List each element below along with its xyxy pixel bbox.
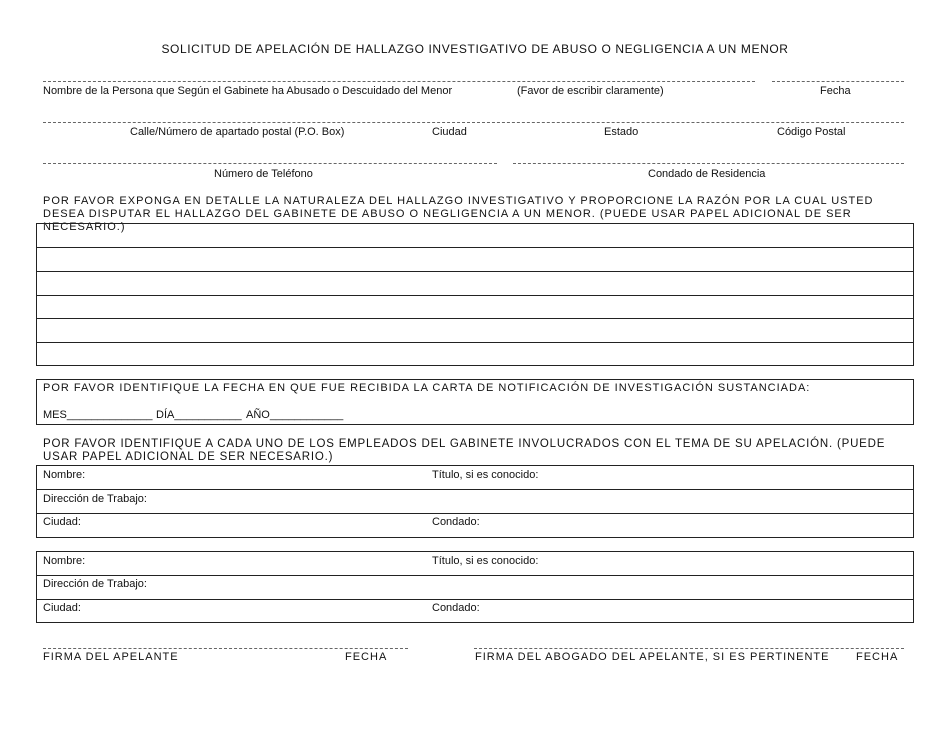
detail-instructions: POR FAVOR EXPONGA EN DETALLE LA NATURALEZA DEL HALLAZGO INVESTIGATIVO Y PROPORCIONE LA RAZÓN POR LA CUAL USTED DESEA DISPUTAR EL HALLAZGO DEL GABINETE DE ABUSO O NEGLIGENCIA A UN MENOR. (PUEDE USAR PAPEL ADICIONAL DE SER NECESARIO.) — [43, 195, 874, 233]
label-attorney-signature: FIRMA DEL ABOGADO DEL APELANTE, SI ES PERTINENTE — [475, 651, 830, 663]
detail-lines-box[interactable] — [36, 223, 914, 366]
phone-line[interactable] — [43, 163, 497, 164]
name-line[interactable] — [43, 81, 755, 82]
detail-line — [37, 247, 913, 248]
address-line[interactable] — [43, 122, 904, 123]
employee-county-label[interactable]: Condado: — [432, 602, 480, 614]
label-county-residence: Condado de Residencia — [648, 168, 766, 180]
employee-row-divider — [37, 599, 913, 600]
employee-row-divider — [37, 513, 913, 514]
attorney-signature-line[interactable] — [474, 648, 904, 649]
employee-title-label[interactable]: Título, si es conocido: — [432, 555, 539, 567]
date-line[interactable] — [772, 81, 904, 82]
label-write-clearly: (Favor de escribir claramente) — [517, 85, 664, 97]
appellant-signature-line[interactable] — [43, 648, 408, 649]
label-date-2: FECHA — [856, 651, 899, 663]
employee-title-label[interactable]: Título, si es conocido: — [432, 469, 539, 481]
detail-line — [37, 342, 913, 343]
employee-box-1 — [36, 465, 914, 538]
label-city: Ciudad — [432, 126, 467, 138]
label-zip: Código Postal — [777, 126, 846, 138]
employee-row-divider — [37, 575, 913, 576]
date-received-instructions: POR FAVOR IDENTIFIQUE LA FECHA EN QUE FUE RECIBIDA LA CARTA DE NOTIFICACIÓN DE INVESTIGACIÓN SUSTANCIADA: — [43, 382, 811, 394]
label-date-1: FECHA — [345, 651, 388, 663]
detail-line — [37, 295, 913, 296]
county-line[interactable] — [513, 163, 904, 164]
form-title: SOLICITUD DE APELACIÓN DE HALLAZGO INVESTIGATIVO DE ABUSO O NEGLIGENCIA A UN MENOR — [161, 42, 789, 56]
label-street: Calle/Número de apartado postal (P.O. Box) — [130, 126, 345, 138]
label-appellant-signature: FIRMA DEL APELANTE — [43, 651, 179, 663]
employee-box-2 — [36, 551, 914, 623]
date-received-box — [36, 379, 914, 425]
label-state: Estado — [604, 126, 639, 138]
employee-work-address-label[interactable]: Dirección de Trabajo: — [43, 493, 147, 505]
label-phone: Número de Teléfono — [214, 168, 313, 180]
year-field[interactable]: AÑO____________ — [246, 409, 344, 421]
employee-work-address-label[interactable]: Dirección de Trabajo: — [43, 578, 147, 590]
detail-line — [37, 318, 913, 319]
month-field[interactable]: MES______________ — [43, 409, 153, 421]
employee-name-label[interactable]: Nombre: — [43, 555, 86, 567]
day-field[interactable]: DÍA___________ — [156, 409, 242, 421]
label-person-name: Nombre de la Persona que Según el Gabinete ha Abusado o Descuidado del Menor — [43, 85, 453, 97]
employee-name-label[interactable]: Nombre: — [43, 469, 86, 481]
detail-line — [37, 271, 913, 272]
employee-city-label[interactable]: Ciudad: — [43, 516, 81, 528]
employees-instructions: POR FAVOR IDENTIFIQUE A CADA UNO DE LOS EMPLEADOS DEL GABINETE INVOLUCRADOS CON EL TEMA DE SU APELACIÓN. (PUEDE USAR PAPEL ADICIONAL DE SER NECESARIO.) — [43, 438, 886, 463]
employee-city-label[interactable]: Ciudad: — [43, 602, 81, 614]
label-date: Fecha — [820, 85, 851, 97]
employee-row-divider — [37, 489, 913, 490]
employee-county-label[interactable]: Condado: — [432, 516, 480, 528]
